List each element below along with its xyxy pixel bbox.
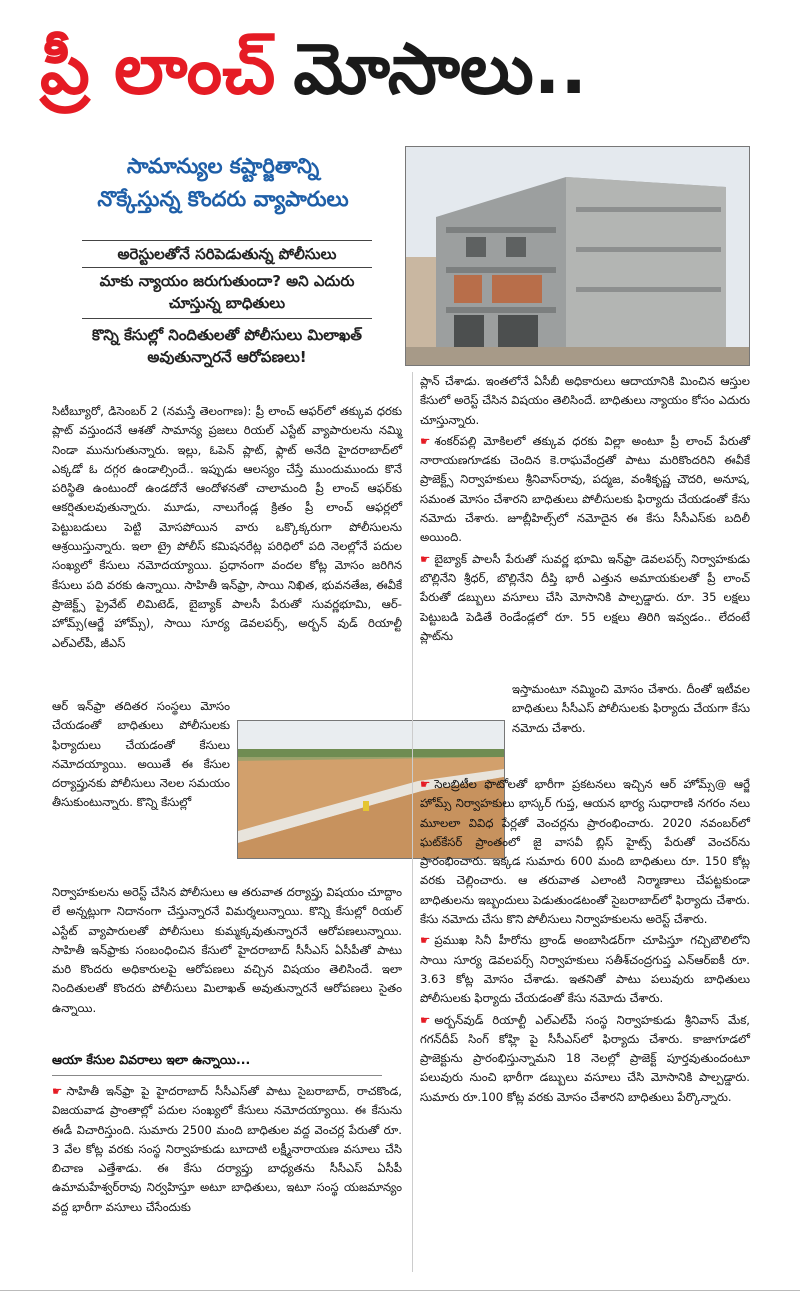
pointing-hand-icon: ☛ — [420, 433, 431, 448]
bottom-rule — [0, 1290, 800, 1291]
highlight-box-allegations: కొన్ని కేసుల్లో నిందితులతో పోలీసులు మిలాఖత్ అవుతున్నారనే ఆరోపణలు! — [92, 326, 362, 366]
case-rjhomes-text: సెలబ్రిటీల ఫొటోలతో భారీగా ప్రకటనలు ఇచ్చిన ఆర్ హోమ్స్@ ఆర్జే హోమ్స్ నిర్వాహకులు భాస్కర్ గుప్త, ఆయన భార్య సుధారాణి నగరం నలు మూలలా వివిధ పేర్లతో వెంచర్లను ప్రారంభించారు. 2020 నవంబర్‌లో ఘట్‌కేసర్ ప్రాంతంలో జై వాసవీ బ్లిస్ హైట్స్ పేరుతో వెంచర్‌ను ప్రారంభించారు. ఇక్కడ సుమారు 600 మంది బాధితులు రూ. 150 కోట్ల వరకు చెల్లించారు. ఆ తరువాత ఎలాంటి నిర్మాణాలు చేపట్టకుండా బాధితులను ఇబ్బందులు పెడుతుండటంతో సైబరాబాద్‌లో ఫిర్యాదు చేశారు. కేసు నమోదు చేసు కొని పోలీసులు నిర్వాహకులను అరెస్ట్ చేశారు. — [420, 777, 750, 927]
left-column-intro: సిటీబ్యూరో, డిసెంబర్ 2 (నమస్తే తెలంగాణ): ప్రీ లాంచ్ ఆఫర్‌లో తక్కువ ధరకు ప్లాట్ వస్తుందనే ఆశతో సామాన్య ప్రజలు రియల్ ఎస్టేట్ వ్యాపారులను నమ్మి నిండా మునుగుతున్నారు. ఇల్లు, ఓపెన్ ప్లాట్, ఫ్లాట్ అనేది హైదరాబాద్‌లో ఎక్కడో ఓ దగ్గర ఉండాల్సిందే.. ఇప్పుడు ఆలస్యం చేస్తే ముందుముందు కొనే పరిస్థితి ఉంటుందో ఉండదోనే ఆందోళనతో చాలామంది ప్రీ లాంచ్ ఆఫర్‌కు ఆకర్షితులవుతున్నారు. మూడు, నాలుగేండ్ల క్రితం ప్రీ లాంచ్ ఆఫర్లలో పెట్టుబడులు పెట్టి మోసపోయిన వారు ఒక్కొక్కరుగా పోలీసులను ఆశ్రయిస్తున్నారు. ఇలా ట్రై పోలీస్ కమిషనరేట్ల పరిధిలో పది నెలల్లోనే పదుల సంఖ్యలో కేసులు నమోదయ్యాయి. ప్రధానంగా వందల కోట్ల మోసం జరిగిన కేసులు పది వరకు ఉన్నాయి. సాహితీ ఇన్‌ఫ్రా, సాయి నిఖిత, భువనతేజ, ఈవీకే ప్రాజెక్ట్స్ ప్రైవేట్ లిమిటెడ్, బైబ్యాక్ పాలసీ పేరుతో సువర్ణభూమి, ఆర్-హోమ్స్(ఆర్జే హోమ్స్), సాయి సూర్య డెవలపర్స్, అర్బన్ వుడ్ రియాల్టీ ఎల్‌ఎల్‌పీ, జీఎస్ — [52, 404, 402, 650]
subheadline — [58, 150, 388, 216]
case-sahiti-text: సాహితీ ఇన్‌ఫ్రా పై హైదరాబాద్ సీసీఎస్‌తో పాటు సైబరాబాద్, రాచకొండ, విజయవాడ ప్రాంతాల్లో పదుల సంఖ్యలో కేసులు నమోదయ్యాయి. ఈ కేసును ఈడీ విచారిస్తుంది. సుమారు 2500 మంది బాధితుల వద్ద వెంచర్ల పేరుతో రూ. 3 వేల కోట్ల వరకు సంస్థ నిర్వాహకుడు బూదాటి లక్ష్మీనారాయణ వసూలు చేసి బిచాణ ఎత్తేశాడు. ఈ కేసు దర్యాప్తు బాధ్యతను సీసీఎస్ ఏసీపీ ఉమామహేశ్వర్‌రావు నిర్వహిస్తూ అటూ బాధితులు, ఇటూ సంస్థ యజమాన్యం వద్ద భారీగా వసూలు చేసేందుకు — [52, 1084, 402, 1214]
headline-red: ప్రీ లాంచ్ — [40, 28, 276, 110]
left-column-case-sahiti — [52, 1082, 402, 1217]
pointing-hand-icon: ☛ — [420, 933, 431, 948]
highlight-box-arrests: అరెస్టులతోనే సరిపెడుతున్న పోలీసులు — [82, 240, 372, 268]
case-rjhomes — [420, 775, 750, 929]
case-evk-text: శంకర్‌పల్లి మోకిలలో తక్కువ ధరకు విల్లా అంటూ ప్రీ లాంచ్ పేరుతో నారాయణగూడకు చెందిన కె.రాఘవేంద్రతో పాటు మరికొందరిని ఈవీకే ప్రాజెక్ట్స్ నిర్వాహకులు శ్రీనివాస్‌రావు, పద్మజ, వంశీకృష్ణ చౌదరి, అనూష, సమంత మోసం చేశారని బాధితులు పోలీసులకు ఫిర్యాదు చేయడంతో కేసు నమోదు చేశారు. జూబ్లీహిల్స్‌లో నమోదైన ఈ కేసు సీసీఎస్‌కు బదిలీ అయింది. — [420, 433, 750, 545]
case-saisurya — [420, 931, 750, 1008]
case-suvarna — [420, 550, 750, 646]
right-column-mid — [420, 775, 750, 1109]
headline — [40, 14, 780, 124]
case-urbanwood-text: అర్బన్‌వుడ్ రియాల్టీ ఎల్‌ఎల్‌పీ సంస్థ నిర్వాహకుడు శ్రీనివాస్ మేక, గగన్‌దీప్ సింగ్ కోహ్లి పై సీసీఎస్‌లో ఫిర్యాదు చేశారు. కాజాగూడలో ప్రాజెక్టును ప్రారంభిస్తున్నామని 18 నెలల్లో ప్రాజెక్ట్ పూర్తవుతుందంటూ పలువురు నుంచి భారీగా డబ్బులు వసూలు చేసి మోసానికి పాల్పడ్డారు. సుమారు రూ.100 కోట్ల వరకు మోసం చేశారని బాధితులు పేర్కొన్నారు. — [420, 1012, 750, 1104]
case-details-heading: ఆయా కేసుల వివరాలు ఇలా ఉన్నాయి... — [52, 1052, 382, 1076]
pointing-hand-icon: ☛ — [420, 551, 431, 566]
subheadline-line1: సామాన్యుల కష్టార్జితాన్ని — [126, 154, 320, 178]
pointing-hand-icon: ☛ — [420, 1012, 431, 1027]
case-evk — [420, 432, 750, 548]
pointing-hand-icon: ☛ — [52, 1084, 63, 1098]
pointing-hand-icon: ☛ — [420, 777, 431, 791]
case-saisurya-text: ప్రముఖ సినీ హీరోను బ్రాండ్ అంబాసిడర్‌గా చూపిస్తూ గచ్చిబౌలిలోని సాయి సూర్య డెవలపర్స్ నిర్వాహకులు సతీశ్‌చంద్రగుప్త ఎన్‌ఆర్‌ఐకీ రూ. 3.63 కోట్ల మోసం చేశాడు. ఇతనితో పాటు పలువురు బాధితులు పోలీసులకు ఫిర్యాదు చేయడంతో కేసు నమోదు చేశారు. — [420, 933, 750, 1006]
case-urbanwood — [420, 1011, 750, 1107]
left-column-lower: నిర్వాహకులను అరెస్ట్ చేసిన పోలీసులు ఆ తరువాత దర్యాప్తు విషయం చూద్దాం లే అన్నట్లుగా నిదానంగా చేస్తున్నారనే విమర్శలున్నాయి. కొన్ని కేసుల్లో రియల్ ఎస్టేట్ వ్యాపారులతో పోలీసులు కుమ్మక్కవుతున్నారనే ఆరోపణలున్నాయి. సాహితీ ఇన్‌ఫ్రాకు సంబంధించిన కేసులో హైదరాబాద్ సీసీఎస్ ఏసీపీతో పాటు మరి కొందరు అధికారులపై ఆరోపణలు వచ్చిన విషయం తెలిసిందే. ఇలా నిందితులతో కొందరు పోలీసులు మిలాఖత్ అవుతున్నారనే ఆరోపణలు సైతం ఉన్నాయి. — [52, 885, 402, 1015]
building-illustration — [406, 147, 749, 365]
left-column-mid: ఆర్ ఇన్‌ఫ్రా తదితర సంస్థలు మోసం చేయడంతో బాధితులు పోలీసులకు ఫిర్యాదులు చేయడంతో కేసులు నమోదయ్యాయి. అయితే ఈ కేసుల దర్యాప్తునకు పోలీసులు నెలల సమయం తీసుకుంటున్నారు. కొన్ని కేసుల్లో — [52, 699, 230, 810]
headline-black: మోసాలు.. — [293, 28, 587, 110]
right-para-continuation: ప్లాన్ చేశాడు. ఇంతలోనే ఏసీబీ అధికారులు ఆదాయానికి మించిన ఆస్తుల కేసులో అరెస్ట్ చేసిన విషయం తెలిసిందే. బాధితులు న్యాయం కోసం ఎదురు చూస్తున్నారు. — [420, 374, 750, 427]
column-divider — [412, 372, 413, 1272]
highlight-box-victims: మాకు న్యాయం జరుగుతుందా? అని ఎదురు చూస్తున్న బాధితులు — [82, 268, 372, 319]
case-suvarna-text: బైబ్యాక్ పాలసీ పేరుతో సువర్ణ భూమి ఇన్‌ఫ్రా డెవలపర్స్ నిర్వాహకుడు బొల్లినేని శ్రీధర్, బొల్లినేని దీప్తి భారీ ఎత్తున అమాయకులతో ప్రీ లాంచ్ పేరుతో డబ్బులు వసూలు చేసి మోసానికి పాల్పడ్డారు. రూ. 35 లక్షలు పెట్టుబడి పెడితే రెండేండ్లలో రూ. 55 లక్షలు తిరిగి ఇవ్వడం.. లేదంటే ప్లాట్‌ను — [420, 551, 750, 643]
building-photo — [405, 146, 750, 366]
right-column-small: ఇస్తామంటూ నమ్మించి మోసం చేశారు. దీంతో ఇటీవల బాధితులు సీసీఎస్ పోలీసులకు ఫిర్యాదు చేయగా కేసు నమోదు చేశారు. — [512, 682, 750, 735]
right-column-upper — [420, 372, 750, 648]
subheadline-line2: నొక్కేస్తున్న కొందరు వ్యాపారులు — [97, 187, 349, 211]
